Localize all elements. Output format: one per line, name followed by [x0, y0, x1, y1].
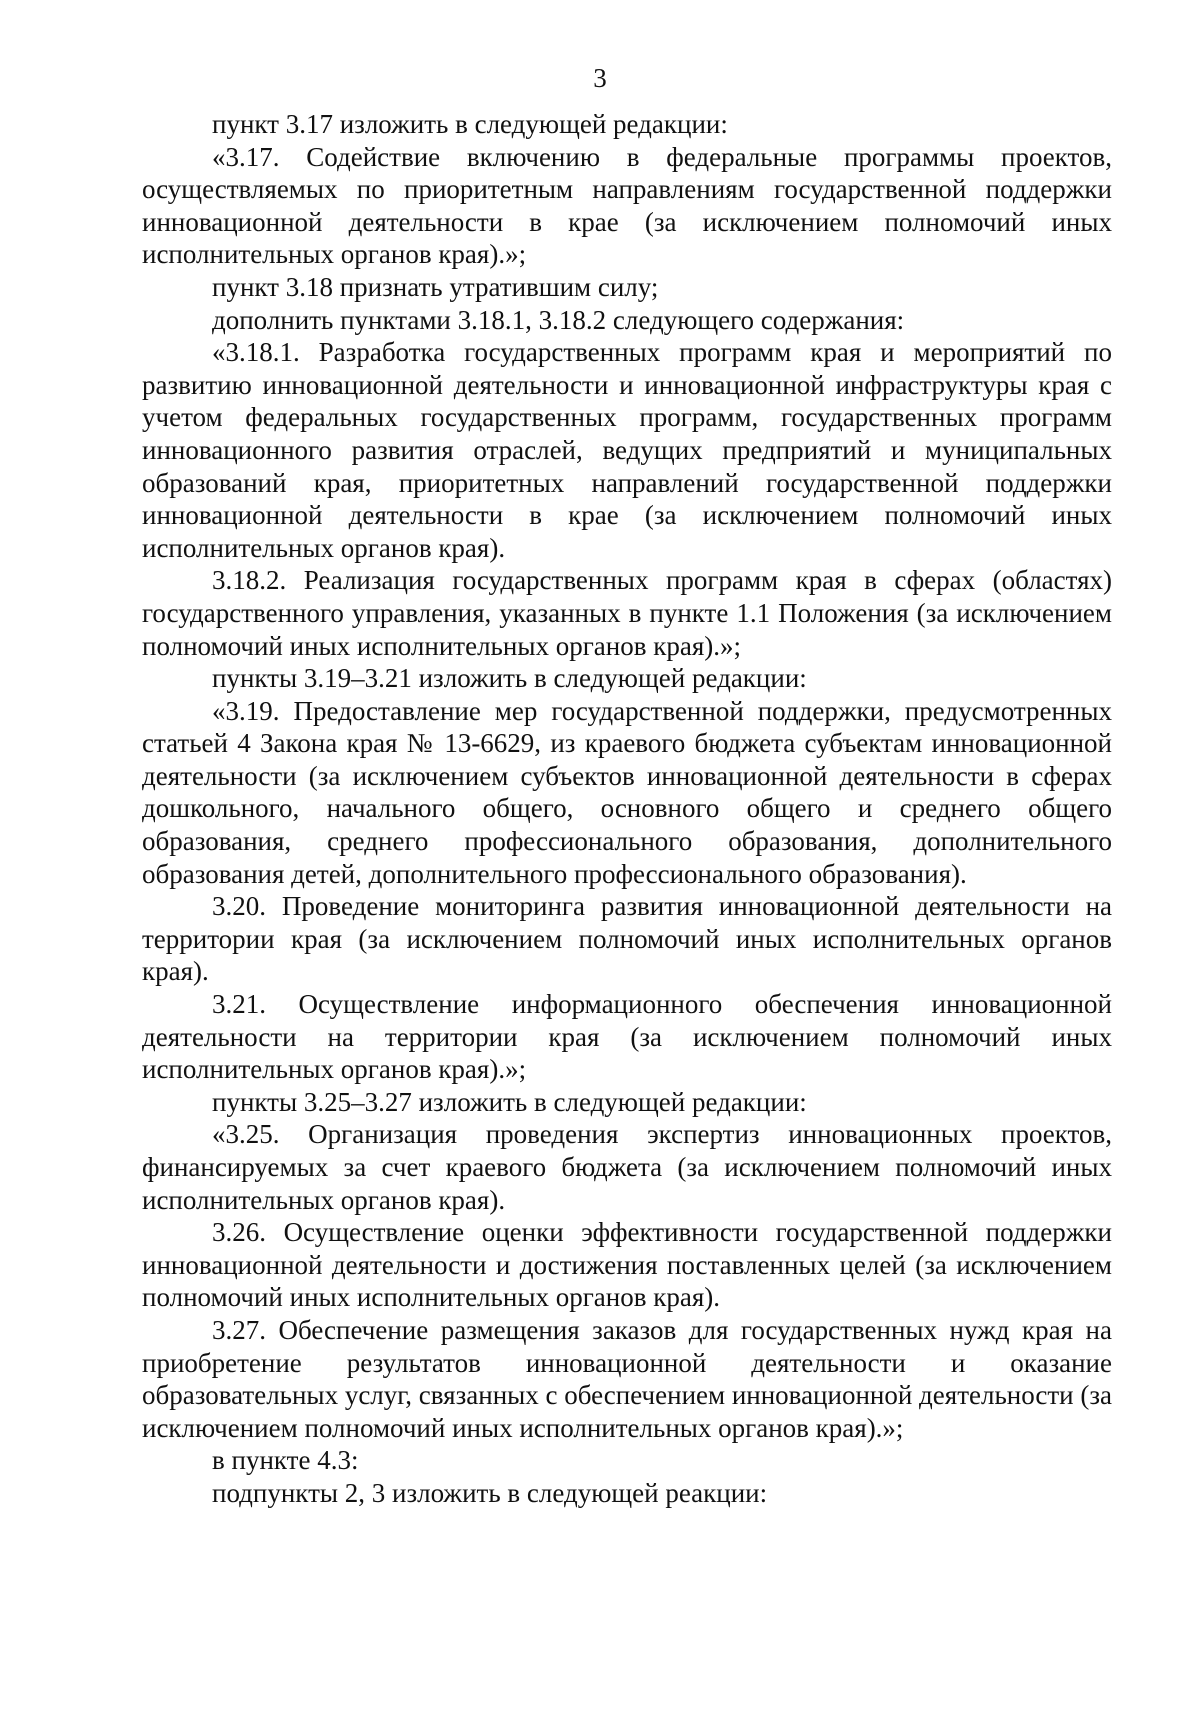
paragraph: «3.17. Содействие включению в федеральные программы проектов, осуществляемых по приоритетным направлениям государственной поддержки инновационной деятельности в крае (за исключением полномочий иных исполнительных органов края).»; [142, 141, 1112, 270]
paragraph: подпункты 2, 3 изложить в следующей реакции: [212, 1477, 768, 1508]
paragraph: «3.19. Предоставление мер государственной поддержки, предусмотренных статьей 4 Закона края № 13-6629, из краевого бюджета субъектам инновационной деятельности (за исключением субъектов инновационной деятельности в сферах дошкольного, начального общего, основного общего и среднего общего образования, среднего профессионального образования, дополнительного образования детей, дополнительного профессионального образования). [142, 695, 1112, 889]
paragraph: 3.27. Обеспечение размещения заказов для государственных нужд края на приобретение результатов инновационной деятельности и оказание образовательных услуг, связанных с обеспечением инновационной деятельности (за исключением полномочий иных исполнительных органов края).»; [142, 1314, 1113, 1443]
page-number: 3 [593, 63, 607, 93]
paragraph: пункт 3.18 признать утратившим силу; [212, 271, 659, 302]
paragraph: «3.18.1. Разработка государственных программ края и мероприятий по развитию инновационной деятельности и инновационной инфраструктуры края с учетом федеральных государственных программ, государственных программ инновационного развития отраслей, ведущих предприятий и муниципальных образований края, приоритетных направлений государственной поддержки инновационной деятельности в крае (за исключением полномочий иных исполнительных органов края). [142, 337, 1112, 563]
paragraph: 3.18.2. Реализация государственных программ края в сферах (областях) государственного управления, указанных в пункте 1.1 Положения (за исключением полномочий иных исполнительных органов края).»; [142, 565, 1112, 661]
paragraph: «3.25. Организация проведения экспертиз инновационных проектов, финансируемых за счет краевого бюджета (за исключением полномочий иных исполнительных органов края). [142, 1119, 1112, 1215]
paragraph: 3.20. Проведение мониторинга развития инновационной деятельности на территории края (за исключением полномочий иных исполнительных органов края). [142, 891, 1112, 987]
paragraph: 3.26. Осуществление оценки эффективности государственной поддержки инновационной деятельности и достижения поставленных целей (за исключением полномочий иных исполнительных органов края). [142, 1217, 1112, 1313]
paragraph: в пункте 4.3: [212, 1445, 359, 1476]
document-body [142, 108, 1112, 1510]
paragraph: пункты 3.25–3.27 изложить в следующей редакции: [212, 1086, 807, 1117]
paragraph: 3.21. Осуществление информационного обеспечения инновационной деятельности на территории края (за исключением полномочий иных исполнительных органов края).»; [142, 989, 1112, 1085]
paragraph: пункты 3.19–3.21 изложить в следующей редакции: [212, 663, 807, 694]
paragraph: дополнить пунктами 3.18.1, 3.18.2 следующего содержания: [212, 304, 905, 335]
paragraph: пункт 3.17 изложить в следующей редакции: [212, 109, 728, 139]
